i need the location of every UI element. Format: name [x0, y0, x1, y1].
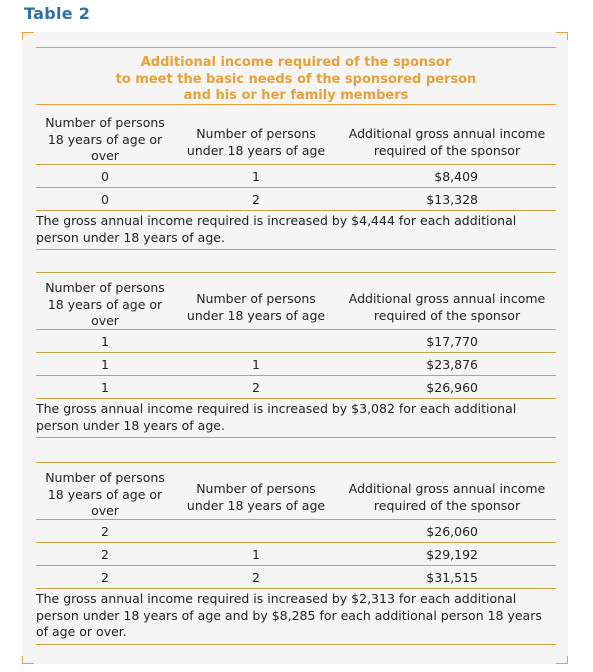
table-row	[36, 566, 556, 589]
corner-bracket-bottom-right	[556, 656, 568, 664]
cell-income: $26,060	[426, 524, 478, 539]
cell-income: $31,515	[426, 570, 478, 585]
table-row	[36, 165, 556, 188]
caption-line: Additional income required of the sponsor	[140, 55, 452, 70]
table-row	[36, 330, 556, 353]
cell-income: $13,328	[426, 192, 478, 207]
header-adults: Number of persons 18 years of age or over	[45, 470, 165, 518]
header-children: Number of persons under 18 years of age	[186, 291, 326, 323]
table-row	[36, 543, 556, 566]
table-note: The gross annual income required is increased by $3,082 for each additional person under 18 years of age.	[36, 399, 556, 438]
table-row	[36, 353, 556, 376]
header-income: Additional gross annual income required of the sponsor	[348, 291, 546, 323]
cell-children: 1	[252, 169, 260, 184]
cell-adults: 1	[101, 334, 109, 349]
header-children: Number of persons under 18 years of age	[186, 481, 326, 513]
table-section-2-adults	[36, 466, 556, 645]
column-header-row	[36, 276, 556, 330]
table-row	[36, 188, 556, 211]
cell-adults: 1	[101, 357, 109, 372]
header-children: Number of persons under 18 years of age	[186, 126, 326, 158]
cell-children: 2	[252, 570, 260, 585]
cell-children: 2	[252, 380, 260, 395]
header-adults: Number of persons 18 years of age or over	[45, 280, 165, 328]
cell-children: 2	[252, 192, 260, 207]
caption-line: and his or her family members	[183, 88, 409, 103]
cell-adults: 2	[101, 547, 109, 562]
corner-bracket-bottom-left	[22, 656, 34, 664]
cell-income: $29,192	[426, 547, 478, 562]
column-header-row	[36, 466, 556, 520]
cell-adults: 0	[101, 169, 109, 184]
page-title: Table 2	[24, 4, 91, 23]
table-row	[36, 376, 556, 399]
cell-adults: 0	[101, 192, 109, 207]
table-row	[36, 520, 556, 543]
section-divider	[36, 272, 556, 273]
table-caption	[36, 47, 556, 105]
header-adults: Number of persons 18 years of age or over	[45, 115, 165, 163]
cell-income: $8,409	[434, 169, 478, 184]
corner-bracket-top-right	[556, 32, 568, 40]
cell-adults: 2	[101, 524, 109, 539]
corner-bracket-top-left	[22, 32, 34, 40]
table-section-1-adult	[36, 276, 556, 438]
cell-income: $26,960	[426, 380, 478, 395]
caption-line: to meet the basic needs of the sponsored person	[115, 71, 477, 87]
cell-income: $23,876	[426, 357, 478, 372]
cell-children: 1	[252, 547, 260, 562]
table-note: The gross annual income required is increased by $2,313 for each additional person under 18 years of age and by $8,285 for each additional person 18 years of age or over.	[36, 589, 556, 645]
table-note: The gross annual income required is increased by $4,444 for each additional person under 18 years of age.	[36, 211, 556, 250]
table-section-0-adults	[36, 111, 556, 250]
cell-adults: 1	[101, 380, 109, 395]
header-income: Additional gross annual income required of the sponsor	[348, 481, 546, 513]
column-header-row	[36, 111, 556, 165]
cell-income: $17,770	[426, 334, 478, 349]
cell-children: 1	[252, 357, 260, 372]
header-income: Additional gross annual income required of the sponsor	[348, 126, 546, 158]
cell-adults: 2	[101, 570, 109, 585]
section-divider	[36, 462, 556, 463]
